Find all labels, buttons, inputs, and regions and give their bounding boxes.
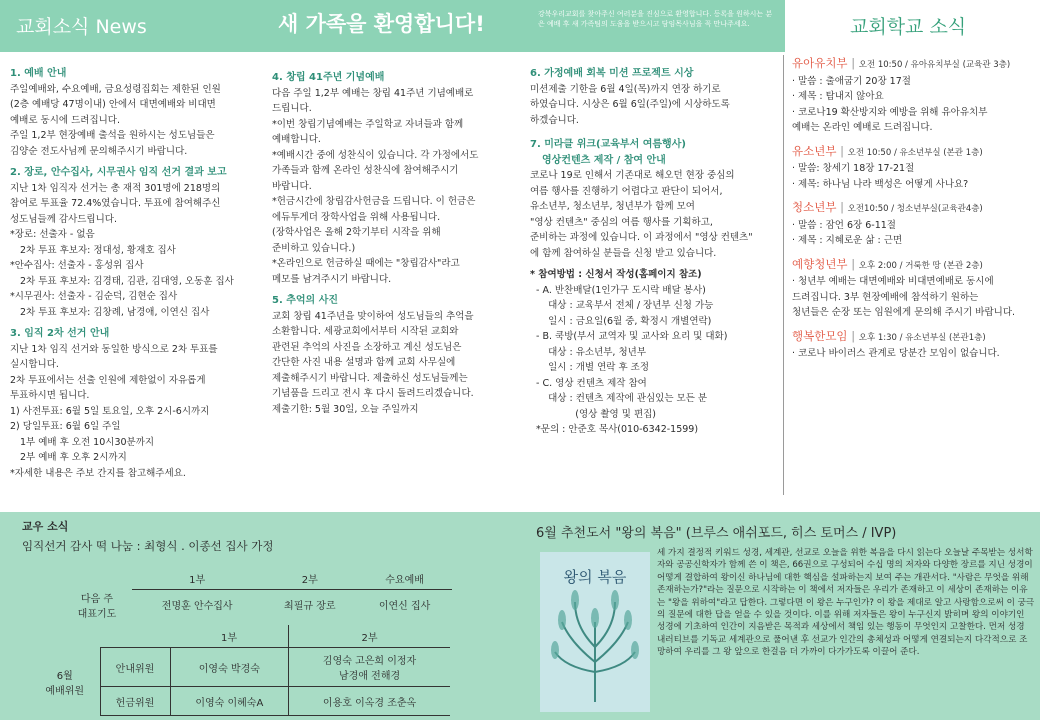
line: 김양순 전도사님께 문의해주시기 바랍니다. (10, 145, 188, 157)
line: 대상 : 컨텐츠 제작에 관심있는 모든 분 (530, 393, 708, 404)
line: *이번 창립기념예배는 주일학교 자녀들과 함께 (272, 118, 464, 130)
line: 예배로 동시에 드려집니다. (10, 114, 121, 126)
service-header: 1부 (170, 625, 289, 648)
prayer-table (62, 567, 452, 620)
book-description: 세 가지 결정적 키워드 성경, 세계관, 선교로 오늘을 위한 복음을 다시 읽는다 오늘날 주목받는 성서학자와 공공신학자가 함께 쓴 이 책은, 66권으로 구성되어 수십 명의 저자와 다양한 장르를 지닌 성경이 어떻게 결합하여 왕이신 하나님에 대한 핵심을 설파하는지 보여 주는 개관서다. "사람은 무엇을 위해 존재하는가?"라는 질문으로 시작하는 이 책에서 저자들은 우리가 존재하고 이 세상이 존재하는 이유는 "왕을 위하여"라고 답한다. 그렇다면 이 왕은 누구인가? 이 왕을 제대로 알고 사랑함으로써 이 궁극의 질문에 대한 답을 얻을 수 있을 것이다. 이를 위해 저자들은 왕이 누구신지 밝히며 왕의 이야기인 성경에 기초하여 인간이 지음받은 목적과 세상에서 책임 있는 행동이 무엇인지 고찰한다. 먼저 성경 내러티브를 기독교 세계관으로 풀어낸 후 선교가 인간의 총체성과 어떻게 연결되는지 다각적으로 조망하여 우리를 그 왕 앞으로 한걸음 더 가까이 다가가도록 이끌어 준다. (657, 548, 1035, 658)
school-group (792, 329, 1037, 362)
member-news-thanks: 임직선거 감사 떡 나눔 : 최형식 . 이종선 집사 가정 (22, 539, 274, 553)
line: "영상 컨텐츠" 중심의 여름 행사를 기획하고, (530, 216, 713, 228)
prayer-row-label: 다음 주 대표기도 (77, 593, 117, 620)
line: 하였습니다. 시상은 6월 6일(주일)에 시상하도록 (530, 99, 730, 110)
group-meta: 오전 10:50 / 유아유치부실 (교육관 3층) (858, 60, 1011, 70)
line: 2부 예배 후 오후 2시까지 (20, 452, 127, 463)
line: 관련된 추억의 사진을 소장하고 계신 성도님은 (272, 341, 462, 353)
section-4-title: 4. 창립 41주년 기념예배 (272, 72, 385, 83)
section-2-title: 2. 장로, 안수집사, 시무권사 임직 선거 결과 보고 (10, 167, 227, 178)
service-cell: 이용호 이옥경 조춘옥 (289, 687, 450, 716)
line: 가족들과 함께 온라인 성찬식에 참여해주시기 (272, 165, 459, 176)
group-meta: 오후 1:30 / 유소년부실 (본관1층) (858, 332, 986, 343)
line: 하겠습니다. (530, 114, 579, 126)
line: 성도님들께 감사드립니다. (10, 213, 117, 225)
school-group (792, 144, 1037, 193)
church-school-title: 교회학교 소식 (850, 16, 967, 38)
line: 투표하시면 됩니다. (10, 390, 90, 401)
group-name: 예향청년부 (792, 256, 848, 271)
line: 대상 : 교육부서 전체 / 장년부 신청 가능 (530, 300, 714, 311)
line: 제출기한: 5월 30일, 오늘 주일까지 (272, 403, 419, 415)
line: 1부 예배 후 오전 10시30분까지 (20, 436, 155, 448)
group-name: 유소년부 (792, 143, 837, 158)
line: · 코로나 바이러스 관계로 당분간 모임이 없습니다. (792, 348, 1000, 359)
line: (영상 촬영 및 편집) (530, 408, 657, 420)
school-group (792, 257, 1037, 321)
line: 메모를 남겨주시기 바랍니다. (272, 273, 392, 285)
line: *시무권사: 선출자 - 김순덕, 김현순 집사 (10, 291, 178, 302)
line: 참여로 투표율 72.4%였습니다. 투표에 참여해주신 (10, 198, 221, 209)
group-name: 행복한모임 (792, 328, 848, 343)
service-role: 헌금위원 (100, 687, 170, 716)
line: 지난 1차 임직 선거와 동일한 방식으로 2차 투표를 (10, 343, 218, 355)
line: 에 함께 참여하실 분들을 신청 받고 있습니다. (530, 247, 717, 259)
news-column-1 (10, 60, 262, 481)
line: 일시 : 개별 연락 후 조정 (530, 362, 650, 373)
book-cover-image (540, 552, 650, 712)
prayer-value: 최필규 장로 (284, 601, 336, 613)
line: - B. 쿡방(부서 교역자 및 교사와 요리 및 대화) (530, 331, 728, 342)
line: 일시 : 금요일(6월 중, 확정시 개별연락) (530, 315, 712, 327)
section-7-title: 7. 미라클 위크(교육부서 여름행사) (530, 139, 686, 150)
line: *온라인으로 헌금하실 때에는 "창립감사"라고 (272, 258, 460, 269)
group-meta: 오후 2:00 / 거룩한 땅 (본관 2층) (858, 260, 983, 271)
group-name: 청소년부 (792, 200, 837, 214)
school-group-header: 예향청년부 | 오후 2:00 / 거룩한 땅 (본관 2층) (792, 256, 983, 271)
line: 예배합니다. (272, 134, 321, 145)
line: - C. 영상 컨텐츠 제작 참여 (530, 377, 647, 389)
line: · 제목 : 탐내지 않아요 (792, 91, 884, 102)
book-cover-title: 왕의 복음 (563, 568, 627, 586)
line: 유소년부, 청소년부, 청년부가 함께 모여 (530, 201, 695, 212)
section-6-title: 6. 가정예배 회복 미션 프로젝트 시상 (530, 68, 694, 79)
line: 2차 투표 후보자: 김창례, 남경애, 이연신 집사 (20, 306, 210, 318)
line: 드립니다. (272, 103, 312, 114)
line: 지난 1차 임직자 선거는 총 재적 301명에 218명의 (10, 182, 221, 194)
line: *장로: 선출자 - 없음 (10, 229, 95, 240)
prayer-header: 수요예배 (357, 567, 452, 590)
line: 에듀투게더 장학사업을 위해 사용됩니다. (272, 211, 441, 223)
section-1-title: 1. 예배 안내 (10, 68, 67, 79)
line: 제출해주시기 바랍니다. 제출하신 성도님들께는 (272, 372, 468, 384)
news-column-2 (272, 64, 522, 417)
line: 코로나 19로 인해서 기존대로 해오던 현장 중심의 (530, 170, 735, 181)
section-3-title: 3. 임직 2차 선거 안내 (10, 328, 110, 339)
line: 청년들은 순장 또는 임원에게 문의해 주시기 바랍니다. (792, 307, 1016, 318)
line: 기념품을 드리고 전시 후 다시 돌려드리겠습니다. (272, 388, 474, 399)
line: 준비하는 과정에 있습니다. 이 과정에서 "영상 컨텐츠" (530, 232, 753, 243)
school-group (792, 56, 1037, 136)
school-group-header: 행복한모임 | 오후 1:30 / 유소년부실 (본관1층) (792, 328, 986, 343)
school-group-header: 유소년부 | 오전 10:50 / 유소년부실 (본관 1층) (792, 143, 983, 158)
line: 예배는 온라인 예배로 드려집니다. (792, 122, 933, 133)
service-cell: 이영숙 박경숙 (170, 648, 289, 687)
contact-line: *문의 : 안준호 목사(010-6342-1599) (530, 424, 699, 435)
section-7-subtitle: 영상컨텐츠 제작 / 참여 안내 (542, 154, 666, 166)
prayer-value: 전명훈 안수집사 (161, 601, 233, 613)
line: 2차 투표 후보자: 김경태, 김관, 김대영, 오동훈 집사 (20, 275, 234, 287)
line: 실시합니다. (10, 359, 59, 370)
line: 소환합니다. 세광교회에서부터 시작된 교회와 (272, 326, 459, 337)
service-header: 2부 (289, 625, 450, 648)
line: *예배시간 중에 성찬식이 있습니다. 각 가정에서도 (272, 149, 479, 161)
line: · 말씀: 창세기 18장 17-21절 (792, 163, 915, 174)
line: 다음 주일 1,2부 예배는 창립 41주년 기념예배로 (272, 87, 474, 99)
welcome-message: 강북우리교회를 찾아주신 여러분을 진심으로 환영합니다. 등록을 원하시는 분은 예배 후 새 가족팀의 도움을 받으시고 담임목사님을 꼭 만나주세요. (538, 10, 773, 28)
line: *자세한 내용은 주보 간지를 참고해주세요. (10, 467, 186, 479)
line: · 말씀 : 출애굽기 20장 17절 (792, 75, 911, 87)
prayer-value: 이연신 집사 (378, 601, 431, 613)
line: 미션제출 기한을 6월 4일(목)까지 연장 하기로 (530, 83, 721, 95)
school-group (792, 200, 1037, 249)
prayer-header: 2부 (262, 567, 357, 590)
line: 주일 1,2부 현장예배 출석을 원하시는 성도님들은 (10, 130, 215, 141)
line: 주일예배와, 수요예배, 금요성령집회는 제한된 인원 (10, 83, 221, 95)
line: · 말씀 : 잠언 6장 6-11절 (792, 219, 896, 231)
group-meta: 오전 10:50 / 유소년부실 (본관 1층) (847, 147, 983, 158)
column-divider (783, 55, 784, 495)
section-5-title: 5. 추억의 사진 (272, 295, 339, 306)
service-table (30, 625, 450, 716)
line: 바랍니다. (272, 180, 312, 192)
school-group-header: 유아유치부 | 오전 10:50 / 유아유치부실 (교육관 3층) (792, 56, 1011, 70)
group-meta: 오전10:50 / 청소년부실(교육관4층) (847, 204, 983, 214)
line: 2) 당일투표: 6월 6일 주일 (10, 421, 121, 432)
group-name: 유아유치부 (792, 56, 848, 70)
line: 2차 투표에서는 선출 인원에 제한없이 자유롭게 (10, 374, 206, 386)
line: 2차 투표 후보자: 정대성, 황재호 집사 (20, 244, 176, 256)
line: 1) 사전투표: 6월 5일 토요일, 오후 2시-6시까지 (10, 405, 210, 417)
line: · 제목 : 지혜로운 삶 : 근면 (792, 235, 903, 246)
line: (2층 예배당 47명이내) 안에서 대면예배와 비대면 (10, 99, 216, 110)
line: - A. 반찬배달(1인가구 도시락 배달 봉사) (530, 284, 706, 296)
line: 여름 행사를 진행하기 어렵다고 판단이 되어서, (530, 185, 723, 197)
line: 드려집니다. 3부 현장예배에 참석하기 원하는 (792, 291, 979, 303)
welcome-title: 새 가족을 환영합니다! (278, 12, 485, 36)
prayer-header: 1부 (132, 567, 262, 590)
book-recommendation-title: 6월 추천도서 "왕의 복음" (브루스 애쉬포드, 히스 토머스 / IVP) (536, 526, 897, 541)
member-news-title: 교우 소식 (22, 520, 69, 533)
school-group-header: 청소년부 | 오전10:50 / 청소년부실(교육관4층) (792, 200, 983, 214)
church-news-title: 교회소식 News (16, 16, 147, 38)
line: 대상 : 유소년부, 청년부 (530, 346, 646, 358)
line: *헌금시간에 창립감사헌금을 드립니다. 이 헌금은 (272, 196, 476, 207)
service-role: 안내위원 (100, 648, 170, 687)
line: · 청년부 예배는 대면예배와 비대면예배로 동시에 (792, 276, 994, 287)
line: 간단한 사진 내용 설명과 함께 교회 사무실에 (272, 357, 456, 368)
line: · 코로나19 확산방지와 예방을 위해 유아유치부 (792, 106, 988, 118)
line: 준비하고 있습니다.) (272, 242, 356, 254)
line: · 제목: 하나님 나라 백성은 어떻게 사나요? (792, 178, 969, 190)
line: *안수집사: 선출자 - 홍성위 집사 (10, 260, 144, 271)
line: (장학사업은 올해 2학기부터 시작을 위해 (272, 227, 441, 238)
apply-method-title: * 참여방법 : 신청서 작성(홈페이지 참조) (530, 269, 702, 280)
service-cell: 이영숙 이혜숙A (170, 687, 289, 716)
school-schedule (792, 56, 1037, 370)
leaf-illustration-icon (540, 552, 650, 712)
service-side-label: 6월 예배위원 (45, 670, 85, 697)
line: 교회 창립 41주년을 맞이하여 성도님들의 추억을 (272, 310, 474, 322)
service-cell: 김영숙 고은희 이정자 남경애 전해경 (289, 648, 450, 687)
news-column-3 (530, 60, 782, 438)
